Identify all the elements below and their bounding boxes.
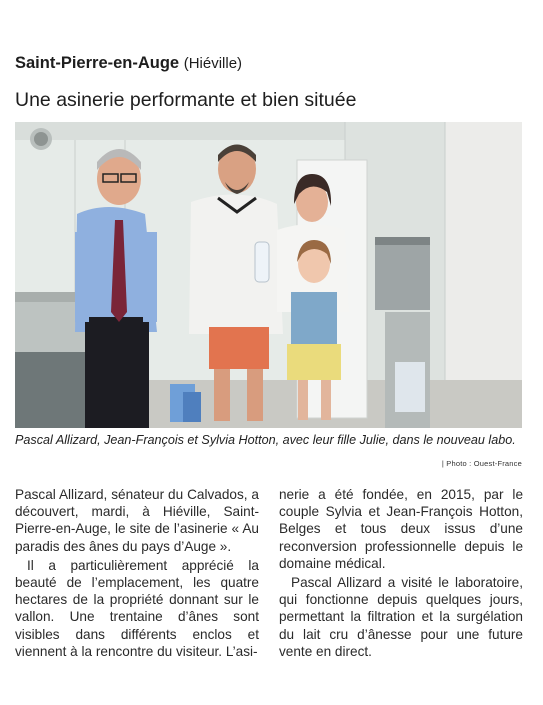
paragraph: Pascal Allizard, sénateur du Calvados, a découvert, mardi, à Hiéville, Saint-Pierre-en-Auge, le site de l’asinerie « Au paradis des ânes du pays d’Auge ». <box>15 487 259 554</box>
article-headline: Une asinerie performante et bien située <box>15 89 357 111</box>
paragraph: Il a particulièrement apprécié la beauté de l’emplacement, les quatre hectares de la propriété donnant sur le vallon. Une trentaine d’ânes sont visibles dans différents enclos et viennent à la rencontre du visiteur. L’asi- <box>15 557 259 659</box>
locality-subtitle: (Hiéville) <box>183 55 243 72</box>
article-photo <box>15 122 522 428</box>
photo-caption: Pascal Allizard, Jean-François et Sylvia Hotton, avec leur fille Julie, dans le nouveau labo. <box>15 433 516 447</box>
locality-name: Saint-Pierre-en-Auge <box>15 54 180 72</box>
photo-credit: | Photo : Ouest-France <box>441 459 522 468</box>
paragraph: nerie a été fondée, en 2015, par le couple Sylvia et Jean-François Hotton, Belges et tous deux issus d’une reconversion professionnelle depuis le domaine médical. <box>279 487 523 571</box>
article-column-right <box>279 486 523 660</box>
photo-illustration <box>15 122 522 428</box>
article-column-left <box>15 486 259 660</box>
locality-line <box>15 53 242 74</box>
paragraph: Pascal Allizard a visité le laboratoire, qui fonctionne depuis quelques jours, permettant la filtration et la surgélation du lait cru d’ânesse pour une future vente en direct. <box>279 575 523 659</box>
